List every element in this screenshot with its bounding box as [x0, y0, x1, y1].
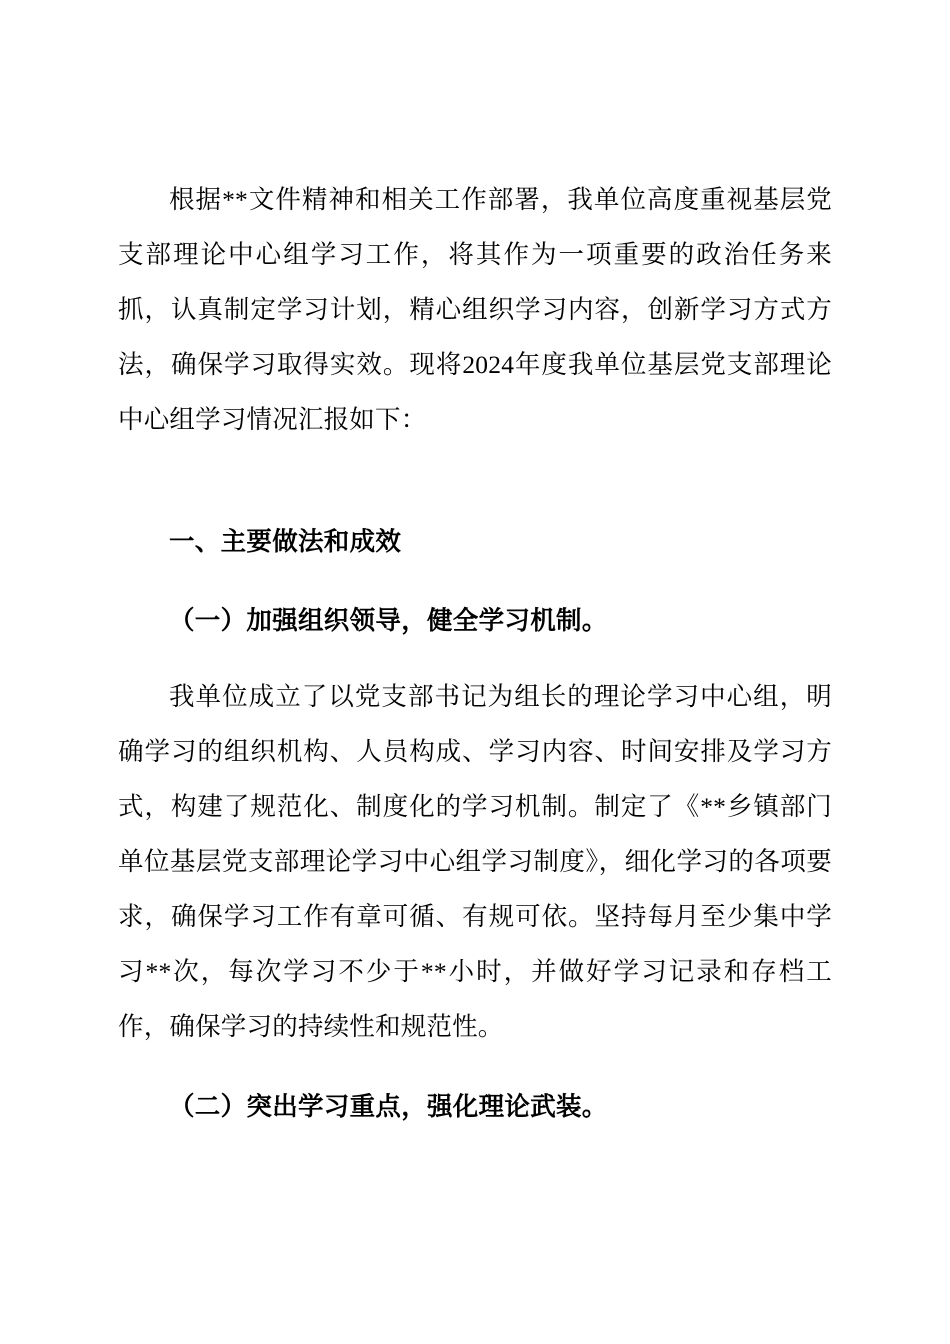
subsection-one-body: 我单位成立了以党支部书记为组长的理论学习中心组，明确学习的组织机构、人员构成、学习内容、时间安排及学习方式，构建了规范化、制度化的学习机制。制定了《**乡镇部门单位基层党支部理论学习中心组学习制度》，细化学习的各项要求，确保学习工作有章可循、有规可依。坚持每月至少集中学习**次，每次学习不少于**小时，并做好学习记录和存档工作，确保学习的持续性和规范性。: [118, 682, 832, 1041]
section-heading-one: 一、主要做法和成效: [169, 527, 402, 557]
spacer: [118, 473, 832, 491]
subsection-heading-two: （二）突出学习重点，强化理论武装。: [169, 1092, 608, 1122]
subsection-heading-one: （一）加强组织领导，健全学习机制。: [169, 606, 608, 636]
intro-paragraph: 根据**文件精神和相关工作部署，我单位高度重视基层党支部理论中心组学习工作，将其作为一项重要的政治任务来抓，认真制定学习计划，精心组织学习内容，创新学习方式方法，确保学习取得实效。现将2024年度我单位基层党支部理论中心组学习情况汇报如下：: [118, 185, 832, 434]
